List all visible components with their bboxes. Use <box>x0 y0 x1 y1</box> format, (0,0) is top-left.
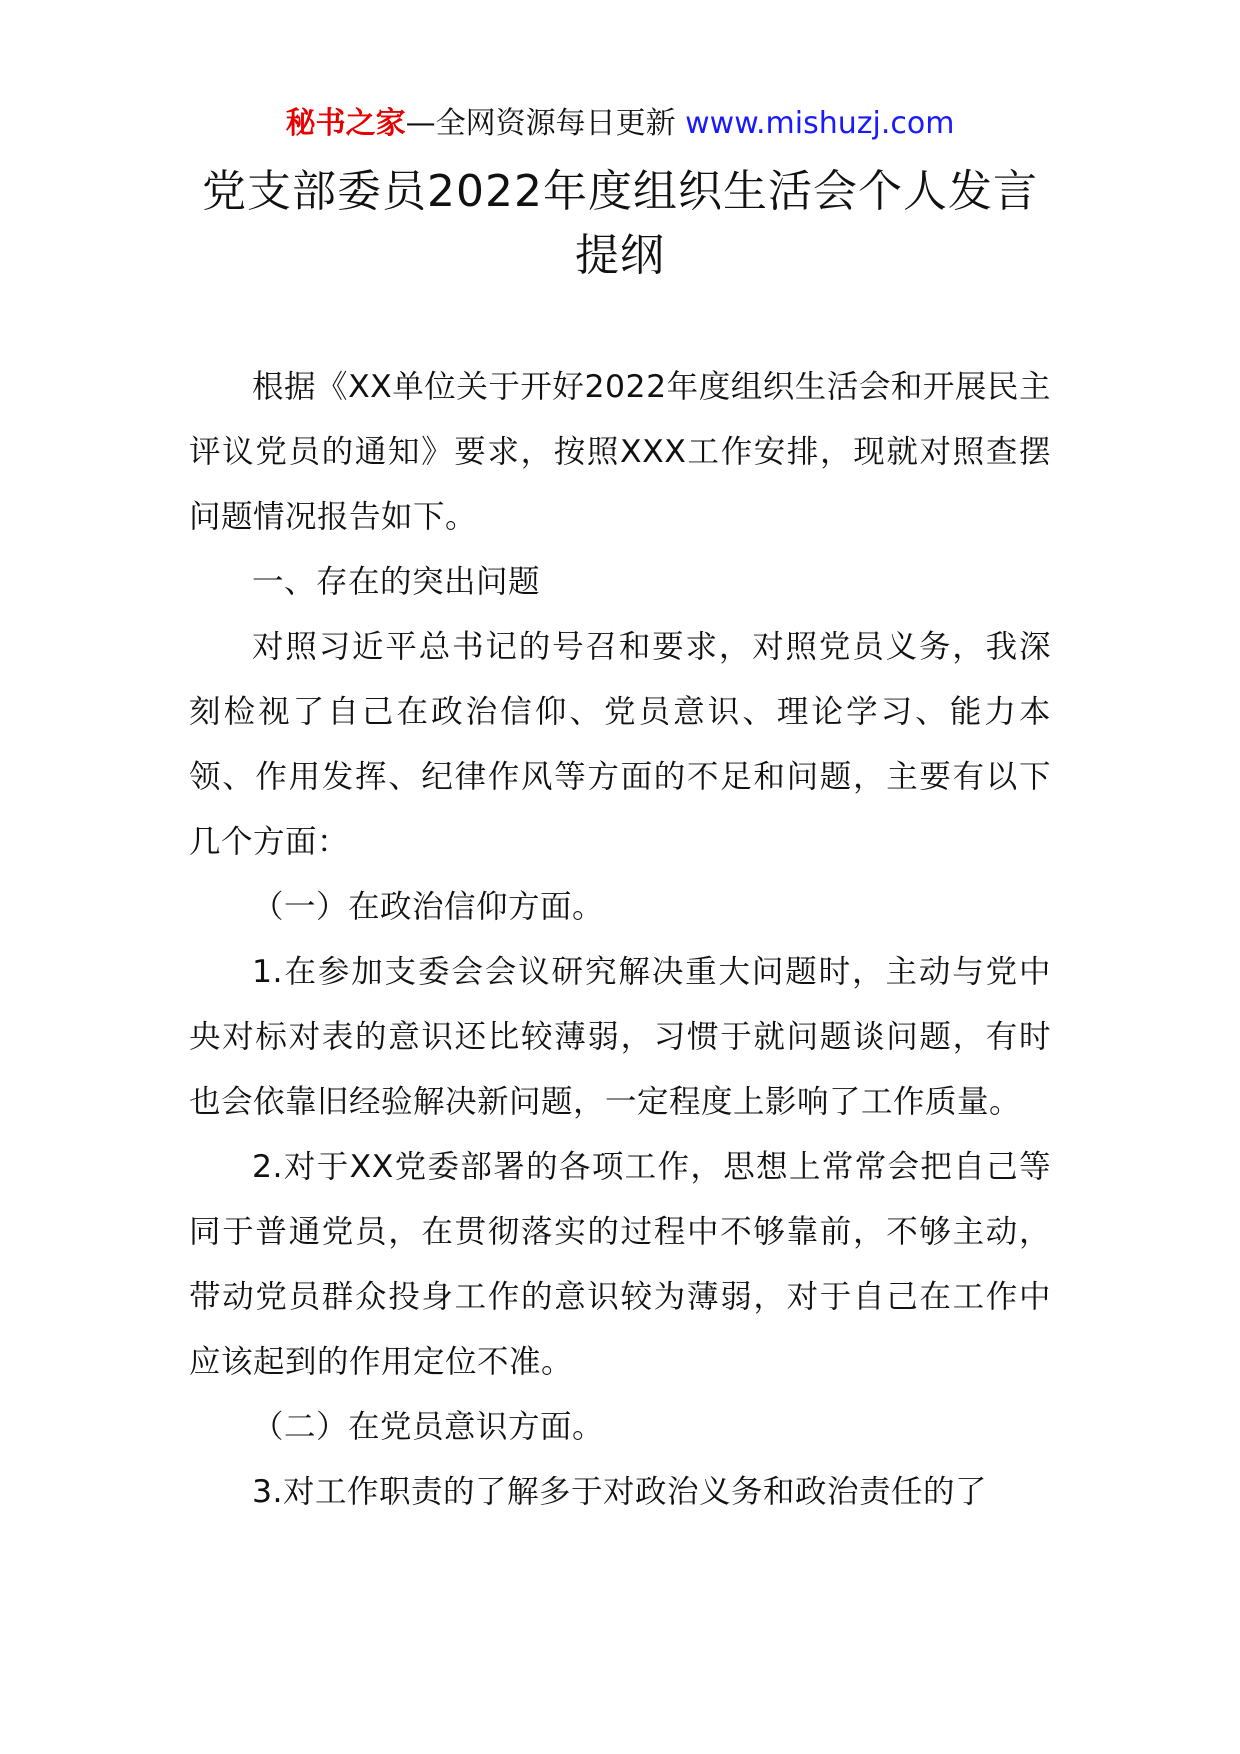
header-tagline: —全网资源每日更新 <box>405 106 676 141</box>
document-title <box>190 160 1050 288</box>
document-title-line-1: 党支部委员2022年度组织生活会个人发言 <box>202 166 1038 217</box>
section-intro-paragraph: 对照习近平总书记的号召和要求，对照党员义务，我深刻检视了自己在政治信仰、党员意识、理论学习、能力本领、作用发挥、纪律作风等方面的不足和问题，主要有以下几个方面： <box>189 629 1051 860</box>
section-heading-1: 一、存在的突出问题 <box>252 564 541 600</box>
item-paragraph-2: 2.对于XX党委部署的各项工作，思想上常常会把自己等同于普通党员，在贯彻落实的过程中不够靠前，不够主动，带动党员群众投身工作的意识较为薄弱，对于自己在工作中应该起到的作用定位不准。 <box>189 1149 1051 1380</box>
brand-name: 秘书之家 <box>285 106 406 141</box>
subsection-heading-2: （二）在党员意识方面。 <box>252 1409 605 1445</box>
item-paragraph-3: 3.对工作职责的了解多于对政治义务和政治责任的了 <box>252 1474 988 1510</box>
site-header <box>0 100 1240 148</box>
document-title-line-2: 提纲 <box>575 230 665 281</box>
document-body <box>189 355 1051 1525</box>
item-paragraph-1: 1.在参加支委会会议研究解决重大问题时，主动与党中央对标对表的意识还比较薄弱，习惯于就问题谈问题，有时也会依靠旧经验解决新问题，一定程度上影响了工作质量。 <box>189 954 1051 1120</box>
intro-paragraph: 根据《XX单位关于开好2022年度组织生活会和开展民主评议党员的通知》要求，按照XXX工作安排，现就对照查摆问题情况报告如下。 <box>189 369 1051 535</box>
site-url-link[interactable]: www.mishuzj.com <box>685 106 955 141</box>
subsection-heading-1: （一）在政治信仰方面。 <box>252 889 605 925</box>
